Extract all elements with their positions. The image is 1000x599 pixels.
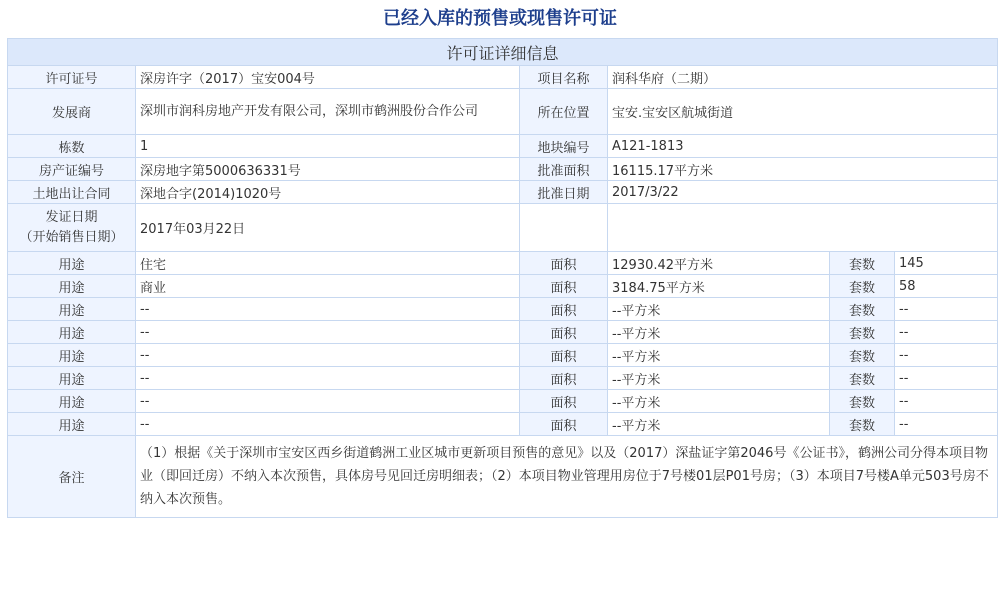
units-label: 套数: [830, 367, 895, 390]
area-value: 3184.75平方米: [608, 275, 830, 298]
area-value: --平方米: [608, 367, 830, 390]
usage-value: --: [136, 344, 520, 367]
remarks-value: （1）根据《关于深圳市宝安区西乡街道鹤洲工业区城市更新项目预售的意见》以及（2017）深盐证字第2046号《公证书》，鹤洲公司分得本项目物业（即回迁房）不纳入本次预售，具体房号见回迁房明细表；（2）本项目物业管理用房位于7号楼01层P01号房；（3）本项目7号楼A单元503号房不纳入本次预售。: [136, 436, 998, 518]
usage-value: --: [136, 367, 520, 390]
usage-row: [8, 390, 998, 413]
area-value: --平方米: [608, 413, 830, 436]
units-value: --: [895, 390, 998, 413]
usage-label: 用途: [8, 367, 136, 390]
project-name-label: 项目名称: [520, 66, 608, 89]
empty-cell: [520, 204, 608, 252]
table-row: [8, 135, 998, 158]
approved-area-value: 16115.17平方米: [608, 158, 998, 181]
approved-date-label: 批准日期: [520, 181, 608, 204]
remarks-row: [8, 436, 998, 518]
table-row: [8, 181, 998, 204]
usage-row: [8, 298, 998, 321]
usage-label: 用途: [8, 344, 136, 367]
buildings-value: 1: [136, 135, 520, 158]
units-label: 套数: [830, 275, 895, 298]
units-value: --: [895, 298, 998, 321]
area-label: 面积: [520, 367, 608, 390]
usage-value: --: [136, 390, 520, 413]
table-row: [8, 158, 998, 181]
usage-label: 用途: [8, 275, 136, 298]
location-value: 宝安.宝安区航城街道: [608, 89, 998, 135]
area-value: 12930.42平方米: [608, 252, 830, 275]
usage-row: [8, 367, 998, 390]
project-name-value: 润科华府（二期）: [608, 66, 998, 89]
usage-value: 商业: [136, 275, 520, 298]
units-value: --: [895, 321, 998, 344]
units-value: --: [895, 367, 998, 390]
units-label: 套数: [830, 390, 895, 413]
area-label: 面积: [520, 390, 608, 413]
property-cert-value: 深房地字第5000636331号: [136, 158, 520, 181]
usage-label: 用途: [8, 298, 136, 321]
remarks-label: 备注: [8, 436, 136, 518]
area-value: --平方米: [608, 344, 830, 367]
developer-label: 发展商: [8, 89, 136, 135]
license-detail-table: [7, 38, 998, 518]
permit-no-label: 许可证号: [8, 66, 136, 89]
issue-date-label: [8, 204, 136, 252]
units-label: 套数: [830, 344, 895, 367]
land-contract-label: 土地出让合同: [8, 181, 136, 204]
area-label: 面积: [520, 344, 608, 367]
units-value: 58: [895, 275, 998, 298]
land-contract-value: 深地合字(2014)1020号: [136, 181, 520, 204]
usage-label: 用途: [8, 252, 136, 275]
approved-area-label: 批准面积: [520, 158, 608, 181]
area-label: 面积: [520, 298, 608, 321]
usage-row: [8, 413, 998, 436]
property-cert-label: 房产证编号: [8, 158, 136, 181]
usage-label: 用途: [8, 390, 136, 413]
units-label: 套数: [830, 413, 895, 436]
usage-row: [8, 252, 998, 275]
table-row: [8, 66, 998, 89]
buildings-label: 栋数: [8, 135, 136, 158]
area-value: --平方米: [608, 390, 830, 413]
units-value: --: [895, 413, 998, 436]
usage-row: [8, 344, 998, 367]
usage-value: --: [136, 298, 520, 321]
page-title: 已经入库的预售或现售许可证: [383, 8, 617, 29]
developer-value: 深圳市润科房地产开发有限公司，深圳市鹤洲股份合作公司: [136, 89, 520, 135]
permit-no-value: 深房许字（2017）宝安004号: [136, 66, 520, 89]
table-caption: 许可证详细信息: [8, 39, 998, 66]
area-label: 面积: [520, 413, 608, 436]
usage-row: [8, 321, 998, 344]
location-label: 所在位置: [520, 89, 608, 135]
issue-date-label-line2: （开始销售日期）: [19, 229, 124, 245]
area-label: 面积: [520, 252, 608, 275]
usage-value: --: [136, 413, 520, 436]
units-label: 套数: [830, 298, 895, 321]
units-value: --: [895, 344, 998, 367]
issue-date-value: 2017年03月22日: [136, 204, 520, 252]
units-label: 套数: [830, 252, 895, 275]
approved-date-value: 2017/3/22: [608, 181, 998, 204]
usage-value: --: [136, 321, 520, 344]
empty-cell: [608, 204, 998, 252]
table-row: [8, 204, 998, 252]
plot-no-label: 地块编号: [520, 135, 608, 158]
usage-label: 用途: [8, 413, 136, 436]
area-label: 面积: [520, 321, 608, 344]
table-row: [8, 89, 998, 135]
area-value: --平方米: [608, 298, 830, 321]
table-caption-row: [8, 39, 998, 66]
license-detail-panel: [7, 38, 997, 518]
plot-no-value: A121-1813: [608, 135, 998, 158]
units-label: 套数: [830, 321, 895, 344]
usage-row: [8, 275, 998, 298]
area-value: --平方米: [608, 321, 830, 344]
usage-label: 用途: [8, 321, 136, 344]
units-value: 145: [895, 252, 998, 275]
area-label: 面积: [520, 275, 608, 298]
usage-value: 住宅: [136, 252, 520, 275]
issue-date-label-line1: 发证日期: [45, 209, 98, 225]
